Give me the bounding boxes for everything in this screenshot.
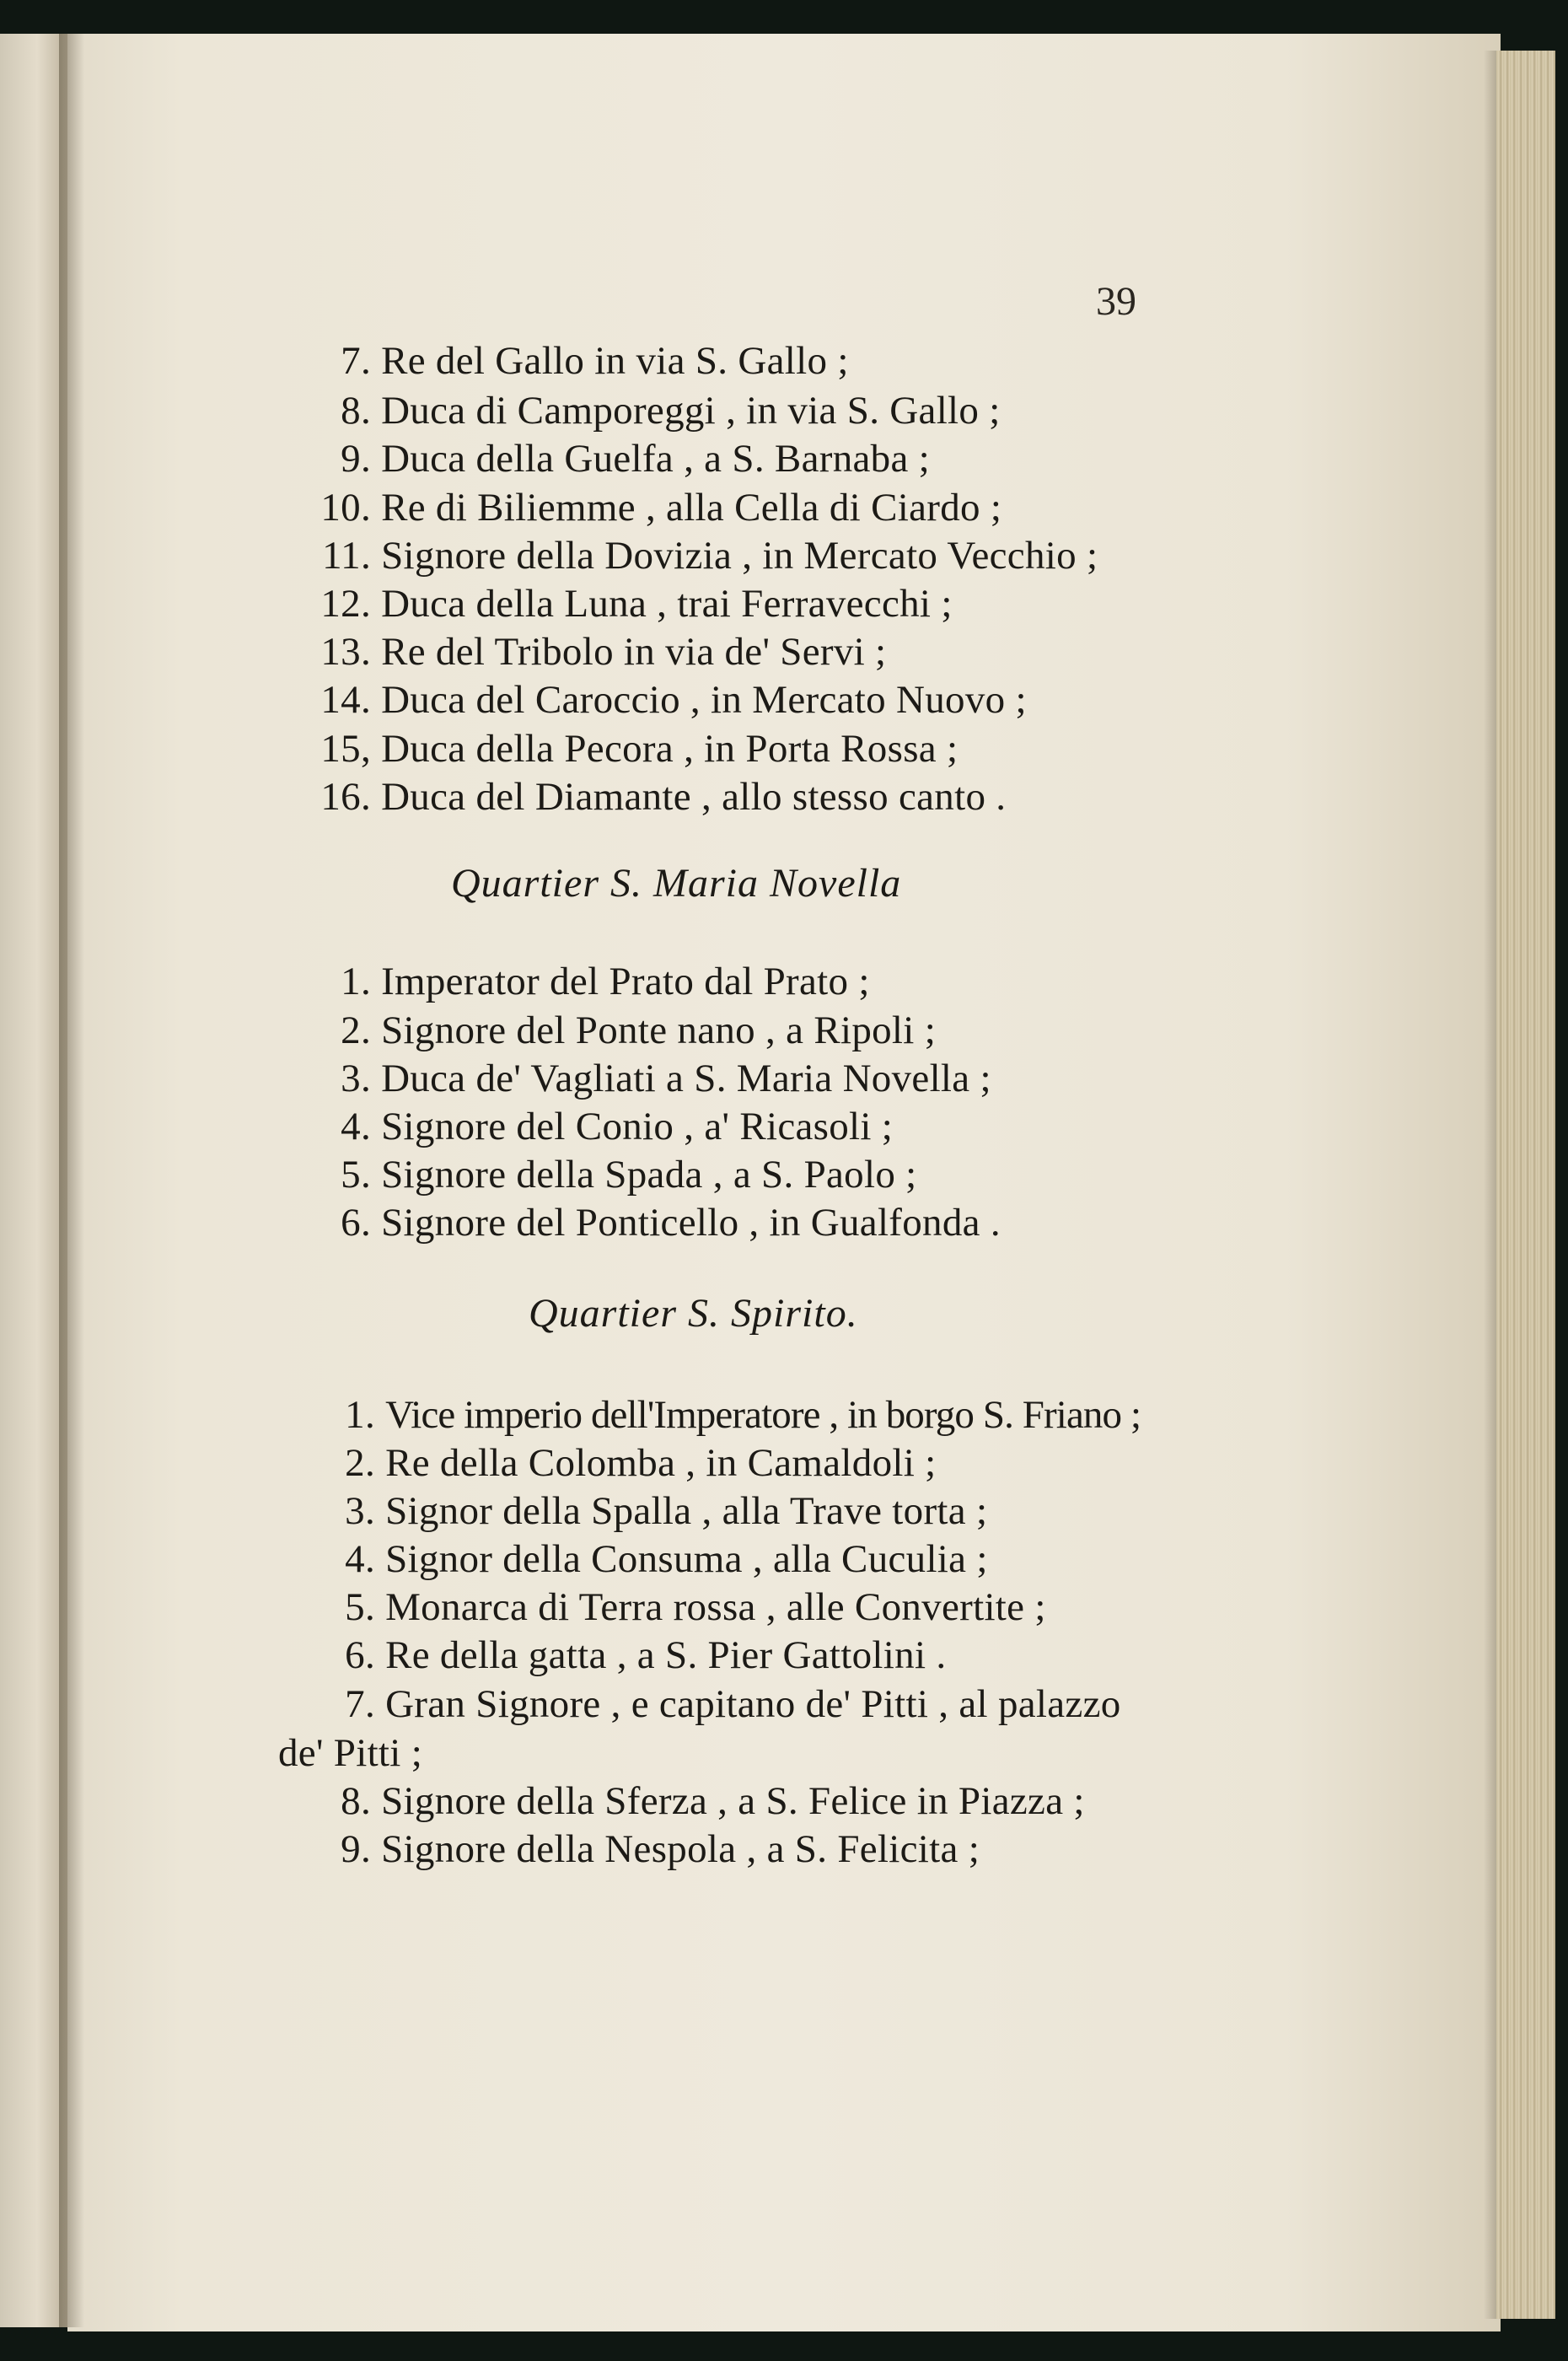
- list-item: [325, 387, 1001, 434]
- list-item: [337, 1632, 946, 1679]
- entry-text: Signore della Dovizia , in Mercato Vecchio ;: [381, 534, 1098, 578]
- entry-number: 1.: [341, 960, 371, 1003]
- entry-text: Signore della Spada , a S. Paolo ;: [381, 1153, 917, 1197]
- list-item: [325, 1103, 893, 1150]
- entry-text: Signore della Sferza , a S. Felice in Piazza ;: [381, 1779, 1085, 1823]
- list-item: [325, 337, 849, 385]
- entry-text: Duca della Pecora , in Porta Rossa ;: [381, 727, 959, 771]
- stacked-page-edges: [1496, 51, 1555, 2319]
- section-heading: Quartier S. Maria Novella: [451, 861, 902, 906]
- list-item: [325, 1777, 1085, 1825]
- list-item: [337, 1439, 937, 1487]
- entry-text: Imperator del Prato dal Prato ;: [381, 960, 870, 1003]
- entry-text: de' Pitti ;: [278, 1731, 423, 1775]
- entry-number: 4.: [345, 1537, 375, 1581]
- list-item: [299, 773, 1006, 820]
- entry-number: 2.: [341, 1008, 371, 1052]
- book-gutter-shadow: [59, 34, 84, 2327]
- page-number: 39: [1096, 279, 1136, 324]
- list-item: [325, 1826, 980, 1873]
- entry-number: 12.: [320, 582, 371, 626]
- entry-number: 9.: [341, 437, 371, 481]
- entry-number: 8.: [341, 389, 371, 433]
- entry-number: 13.: [320, 630, 371, 674]
- entry-text: Re del Tribolo in via de' Servi ;: [381, 630, 887, 674]
- list-item: [325, 1199, 1001, 1246]
- entry-number: 7.: [341, 339, 371, 383]
- entry-number: 6.: [345, 1633, 375, 1677]
- entry-number: 16.: [320, 775, 371, 819]
- list-item: [325, 958, 870, 1005]
- list-item: [337, 1487, 987, 1535]
- entry-number: 2.: [345, 1441, 375, 1485]
- entry-number: 1.: [345, 1393, 375, 1437]
- list-item: [325, 435, 930, 482]
- list-item: [325, 1151, 917, 1198]
- entry-text: Signore del Conio , a' Ricasoli ;: [381, 1105, 894, 1148]
- entry-number: 4.: [341, 1105, 371, 1148]
- entry-text: Monarca di Terra rossa , alle Convertite ;: [385, 1585, 1046, 1629]
- entry-text: Duca della Luna , trai Ferravecchi ;: [381, 582, 953, 626]
- list-item: [325, 1007, 936, 1054]
- entry-text: Vice imperio dell'Imperatore , in borgo S. Friano ;: [385, 1393, 1141, 1437]
- entry-number: 5.: [341, 1153, 371, 1197]
- entry-number: 3.: [345, 1489, 375, 1533]
- entry-text: Signore del Ponticello , in Gualfonda .: [381, 1201, 1001, 1245]
- entry-number: 3.: [341, 1057, 371, 1100]
- left-page-edge: [0, 34, 67, 2327]
- list-item: [299, 676, 1027, 723]
- entry-text: Gran Signore , e capitano de' Pitti , al palazzo: [385, 1682, 1121, 1726]
- list-item: [337, 1681, 1121, 1728]
- entry-text: Duca del Diamante , allo stesso canto .: [381, 775, 1007, 819]
- list-item: [337, 1584, 1046, 1631]
- entry-number: 9.: [341, 1827, 371, 1871]
- list-item: [299, 580, 953, 627]
- list-item: [299, 725, 958, 772]
- entry-number: 6.: [341, 1201, 371, 1245]
- entry-number: 15,: [320, 727, 371, 771]
- entry-number: 5.: [345, 1585, 375, 1629]
- list-item: [325, 1055, 991, 1102]
- entry-number: 14.: [320, 678, 371, 722]
- list-item: [337, 1391, 1141, 1439]
- entry-number: 7.: [345, 1682, 375, 1726]
- entry-text: Signore del Ponte nano , a Ripoli ;: [381, 1008, 937, 1052]
- entry-text: Re della gatta , a S. Pier Gattolini .: [385, 1633, 947, 1677]
- entry-text: Re del Gallo in via S. Gallo ;: [381, 339, 849, 383]
- entry-text: Duca de' Vagliati a S. Maria Novella ;: [381, 1057, 991, 1100]
- entry-number: 11.: [322, 534, 371, 578]
- entry-text: Signore della Nespola , a S. Felicita ;: [381, 1827, 980, 1871]
- entry-text: Signor della Consuma , alla Cuculia ;: [385, 1537, 988, 1581]
- entry-number: 8.: [341, 1779, 371, 1823]
- entry-text: Signor della Spalla , alla Trave torta ;: [385, 1489, 988, 1533]
- entry-text: Re di Biliemme , alla Cella di Ciardo ;: [381, 486, 1002, 530]
- entry-text: Duca del Caroccio , in Mercato Nuovo ;: [381, 678, 1027, 722]
- entry-text: Re della Colomba , in Camaldoli ;: [385, 1441, 937, 1485]
- list-item: [299, 628, 886, 675]
- list-item: [337, 1535, 988, 1583]
- entry-text: Duca della Guelfa , a S. Barnaba ;: [381, 437, 931, 481]
- list-item: [299, 484, 1001, 531]
- list-item-continuation: [278, 1729, 422, 1777]
- section-heading: Quartier S. Spirito.: [529, 1291, 858, 1336]
- entry-number: 10.: [320, 486, 371, 530]
- entry-text: Duca di Camporeggi , in via S. Gallo ;: [381, 389, 1001, 433]
- list-item: [299, 532, 1098, 579]
